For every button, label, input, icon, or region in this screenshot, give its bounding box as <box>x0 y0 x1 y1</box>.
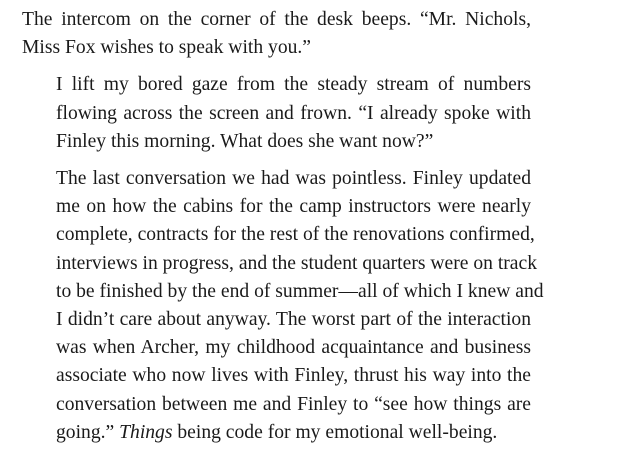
text-line: associate who now lives with Finley, thrust his way into the <box>56 365 531 387</box>
text-line: I lift my bored gaze from the steady stream of numbers <box>56 74 531 96</box>
text-line: me on how the cabins for the camp instructors were nearly <box>56 196 531 218</box>
text-line: complete, contracts for the rest of the renovations confirmed, <box>56 224 535 246</box>
emphasized-text: Things <box>119 421 173 443</box>
paragraph-1 <box>22 6 531 62</box>
book-page <box>22 6 544 447</box>
text-line: interviews in progress, and the student quarters were on track <box>56 252 537 274</box>
paragraph-3 <box>22 165 544 447</box>
text-line: flowing across the screen and frown. “I already spoke with <box>56 102 531 124</box>
text-line-last <box>22 419 531 447</box>
text-line: The intercom on the corner of the desk beeps. “Mr. Nichols, <box>22 9 531 30</box>
text-line: I didn’t care about anyway. The worst part of the interaction <box>56 309 531 331</box>
text-line: Finley this morning. What does she want now?” <box>56 130 434 152</box>
text-run: going.” <box>56 421 120 443</box>
text-line: was when Archer, my childhood acquaintance and business <box>56 337 531 359</box>
text-line: Miss Fox wishes to speak with you.” <box>22 37 312 59</box>
paragraph-2 <box>22 71 531 156</box>
text-run: being code for my emotional well-being. <box>172 421 498 443</box>
text-line: to be finished by the end of summer—all of which I knew and <box>56 280 544 302</box>
text-line: The last conversation we had was pointless. Finley updated <box>56 168 531 190</box>
text-line: conversation between me and Finley to “see how things are <box>56 393 531 415</box>
